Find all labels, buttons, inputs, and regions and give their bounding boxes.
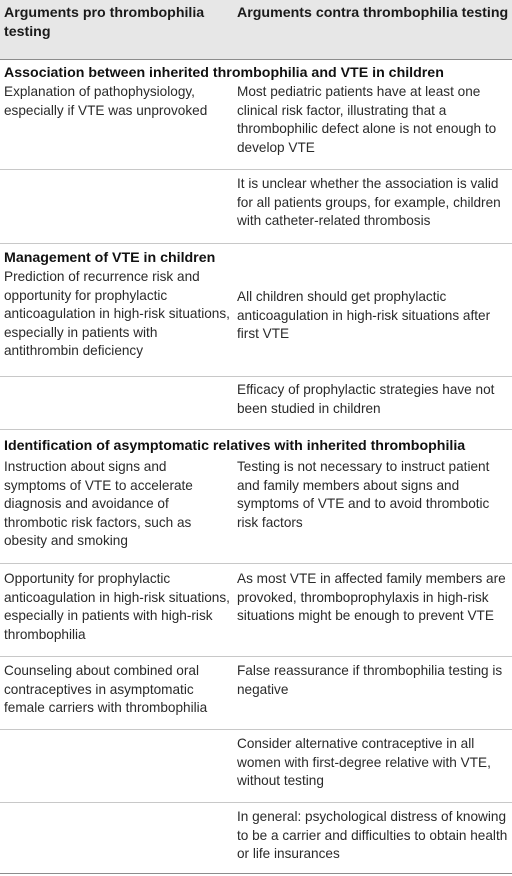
section-title-identification: Identification of asymptomatic relatives with inherited thrombophilia — [4, 438, 466, 454]
row-divider — [0, 429, 512, 430]
cell-contra: In general: psychological distress of knowing to be a carrier and difficulties to obtain health or life insurances — [237, 809, 508, 861]
row-divider — [0, 243, 512, 244]
header-divider — [0, 59, 512, 60]
table-bottom-rule — [0, 873, 512, 874]
section-title-association: Association between inherited thrombophilia and VTE in children — [4, 65, 444, 81]
cell-contra: It is unclear whether the association is valid for all patients groups, for example, children with catheter-related thrombosis — [237, 176, 501, 228]
cell-pro: Prediction of recurrence risk and opportunity for prophylactic anticoagulation in high-risk situations, especially in patients with antithrombin deficiency — [4, 269, 230, 358]
cell-contra: All children should get prophylactic anticoagulation in high-risk situations after first VTE — [237, 289, 491, 341]
cell-contra: False reassurance if thrombophilia testing is negative — [237, 663, 503, 697]
row-divider — [0, 729, 512, 730]
header-contra: Arguments contra thrombophilia testing — [237, 5, 509, 21]
cell-contra: Most pediatric patients have at least one clinical risk factor, illustrating that a thrombophilic defect alone is not enough to develop VTE — [237, 84, 497, 155]
row-divider — [0, 802, 512, 803]
row-divider — [0, 169, 512, 170]
cell-contra: Consider alternative contraceptive in all women with first-degree relative with VTE, without testing — [237, 736, 491, 788]
row-divider — [0, 656, 512, 657]
cell-pro: Explanation of pathophysiology, especially if VTE was unprovoked — [4, 84, 208, 118]
cell-contra: Testing is not necessary to instruct patient and family members about signs and symptoms of VTE and to avoid thrombotic risk factors — [237, 459, 490, 530]
row-divider — [0, 563, 512, 564]
header-pro: Arguments pro thrombophilia testing — [4, 5, 205, 40]
cell-contra: Efficacy of prophylactic strategies have not been studied in children — [237, 382, 495, 416]
cell-pro: Opportunity for prophylactic anticoagulation in high-risk situations, especially in patients with high-risk thrombophilia — [4, 571, 230, 642]
row-divider — [0, 376, 512, 377]
section-title-management: Management of VTE in children — [4, 250, 216, 266]
cell-contra: As most VTE in affected family members are provoked, thromboprophylaxis in high-risk situations might be enough to prevent VTE — [237, 571, 506, 623]
cell-pro: Instruction about signs and symptoms of VTE to accelerate diagnosis and avoidance of thrombotic risk factors, such as obesity and smoking — [4, 459, 193, 548]
cell-pro: Counseling about combined oral contraceptives in asymptomatic female carriers with thrombophilia — [4, 663, 208, 715]
